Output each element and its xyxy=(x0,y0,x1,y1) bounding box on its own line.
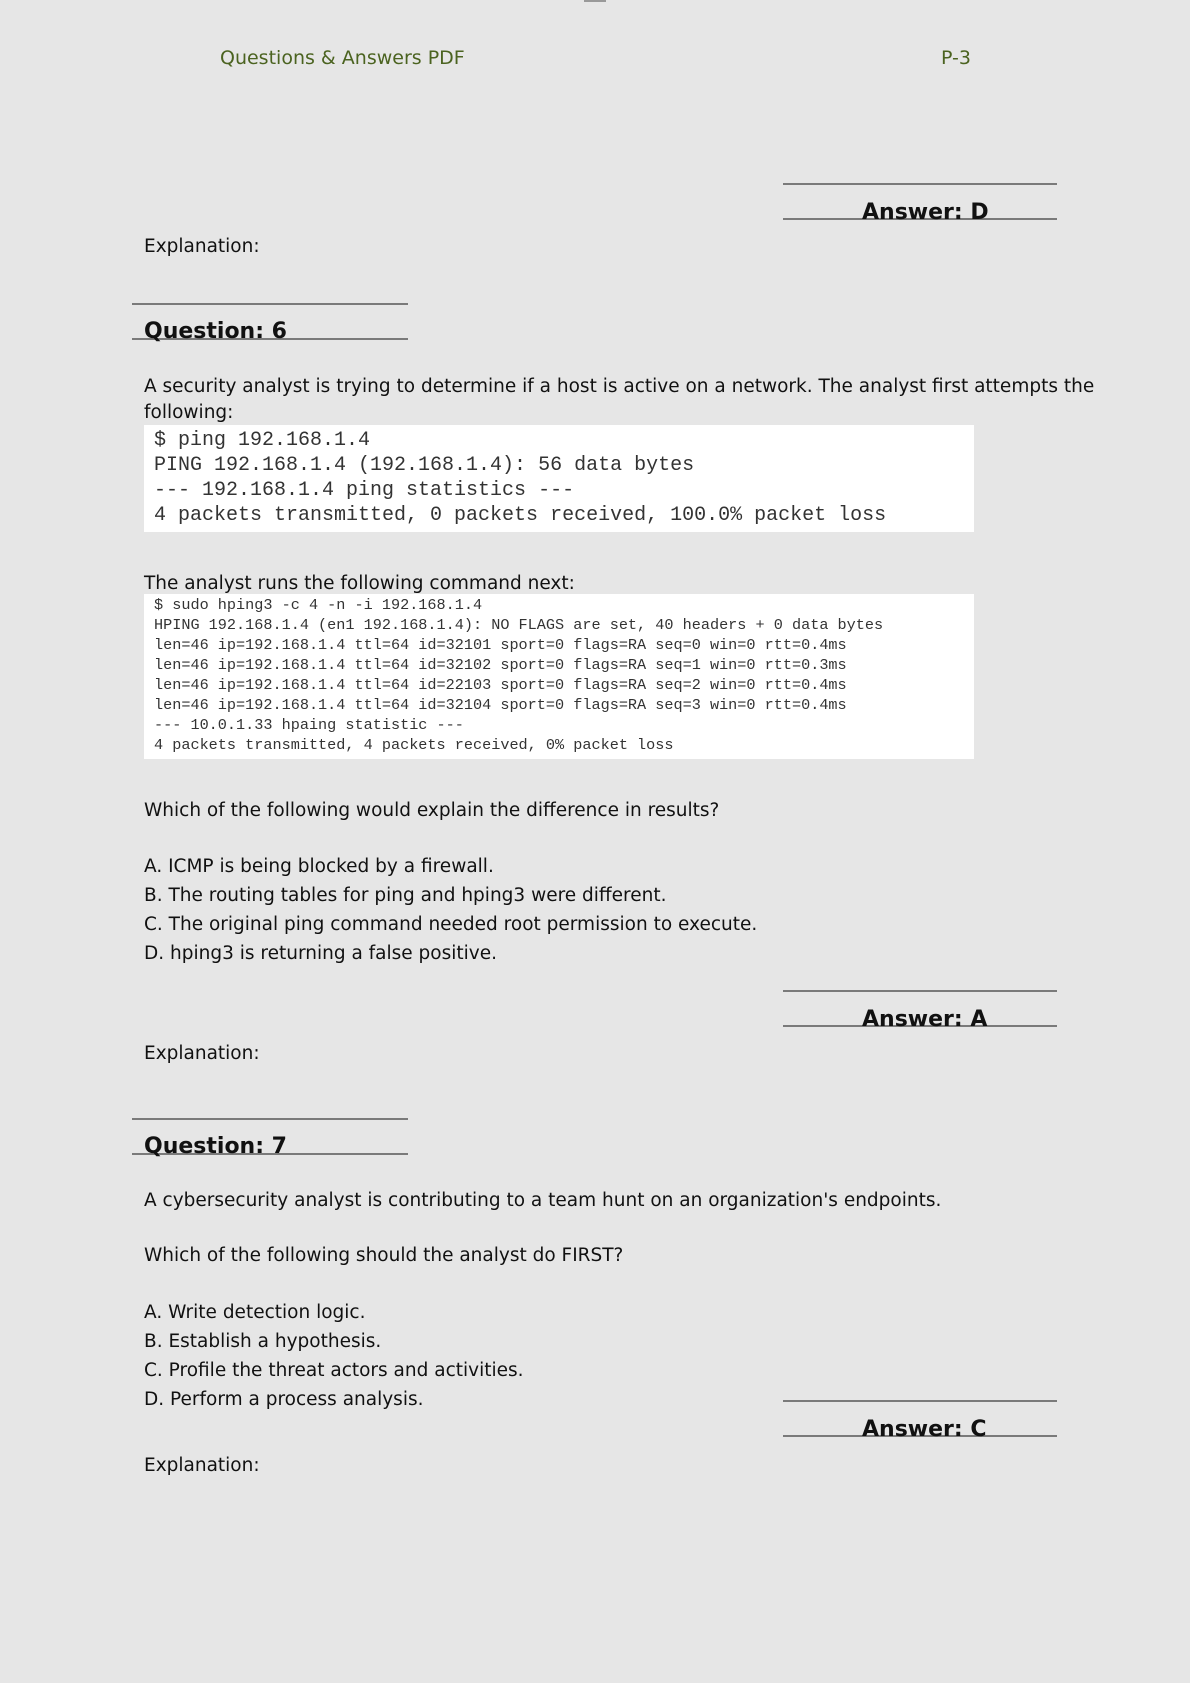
explanation-label: Explanation: xyxy=(144,1455,260,1476)
ping-output xyxy=(144,425,974,532)
answer-box xyxy=(783,1400,1057,1442)
header-title: Questions & Answers PDF xyxy=(220,47,465,69)
code-line: len=46 ip=192.168.1.4 ttl=64 id=32102 sport=0 flags=RA seq=1 win=0 rtt=0.3ms xyxy=(154,656,847,674)
question-7-prompt: Which of the following should the analyst do FIRST? xyxy=(144,1245,624,1266)
code-line: --- 10.0.1.33 hpaing statistic --- xyxy=(154,716,464,734)
code-line: $ ping 192.168.1.4 xyxy=(154,429,371,452)
code-line: PING 192.168.1.4 (192.168.1.4): 56 data bytes xyxy=(154,454,695,477)
code-line: len=46 ip=192.168.1.4 ttl=64 id=32101 sport=0 flags=RA seq=0 win=0 rtt=0.4ms xyxy=(154,636,847,654)
answer-label: Answer: A xyxy=(862,1007,988,1032)
code-line: $ sudo hping3 -c 4 -n -i 192.168.1.4 xyxy=(154,596,483,614)
page-number: P-3 xyxy=(941,47,971,69)
code-line: --- 192.168.1.4 ping statistics --- xyxy=(154,479,575,502)
code-line: 4 packets transmitted, 4 packets received, 0% packet loss xyxy=(154,736,674,754)
code-line: HPING 192.168.1.4 (en1 192.168.1.4): NO FLAGS are set, 40 headers + 0 data bytes xyxy=(154,616,884,634)
question-heading xyxy=(132,303,408,344)
option-d: D. hping3 is returning a false positive. xyxy=(144,943,497,964)
question-6-stem xyxy=(144,374,1094,426)
answer-box xyxy=(783,183,1057,225)
code-line: 4 packets transmitted, 0 packets received, 100.0% packet loss xyxy=(154,504,887,527)
question-6-prompt: Which of the following would explain the difference in results? xyxy=(144,800,720,821)
question-6-title: Question: 6 xyxy=(144,319,287,344)
explanation-label: Explanation: xyxy=(144,1043,260,1064)
code-line: len=46 ip=192.168.1.4 ttl=64 id=22103 sport=0 flags=RA seq=2 win=0 rtt=0.4ms xyxy=(154,676,847,694)
option-a: A. Write detection logic. xyxy=(144,1302,366,1323)
hping-output xyxy=(144,594,974,759)
explanation-label: Explanation: xyxy=(144,236,260,257)
next-command-text: The analyst runs the following command next: xyxy=(144,573,575,594)
option-a: A. ICMP is being blocked by a firewall. xyxy=(144,856,494,877)
option-c: C. Profile the threat actors and activities. xyxy=(144,1360,524,1381)
top-mark xyxy=(584,0,606,2)
stem-line: A security analyst is trying to determine if a host is active on a network. The analyst first attempts the xyxy=(144,376,1095,397)
option-b: B. The routing tables for ping and hping3 were different. xyxy=(144,885,667,906)
answer-box xyxy=(783,990,1057,1032)
question-heading xyxy=(132,1118,408,1159)
question-7-stem: A cybersecurity analyst is contributing to a team hunt on an organization's endpoints. xyxy=(144,1190,942,1211)
answer-label: Answer: C xyxy=(862,1417,987,1442)
question-7-title: Question: 7 xyxy=(144,1134,287,1159)
option-c: C. The original ping command needed root permission to execute. xyxy=(144,914,758,935)
option-b: B. Establish a hypothesis. xyxy=(144,1331,382,1352)
stem-line: following: xyxy=(144,402,234,423)
code-line: len=46 ip=192.168.1.4 ttl=64 id=32104 sport=0 flags=RA seq=3 win=0 rtt=0.4ms xyxy=(154,696,847,714)
option-d: D. Perform a process analysis. xyxy=(144,1389,424,1410)
answer-label: Answer: D xyxy=(862,200,989,225)
